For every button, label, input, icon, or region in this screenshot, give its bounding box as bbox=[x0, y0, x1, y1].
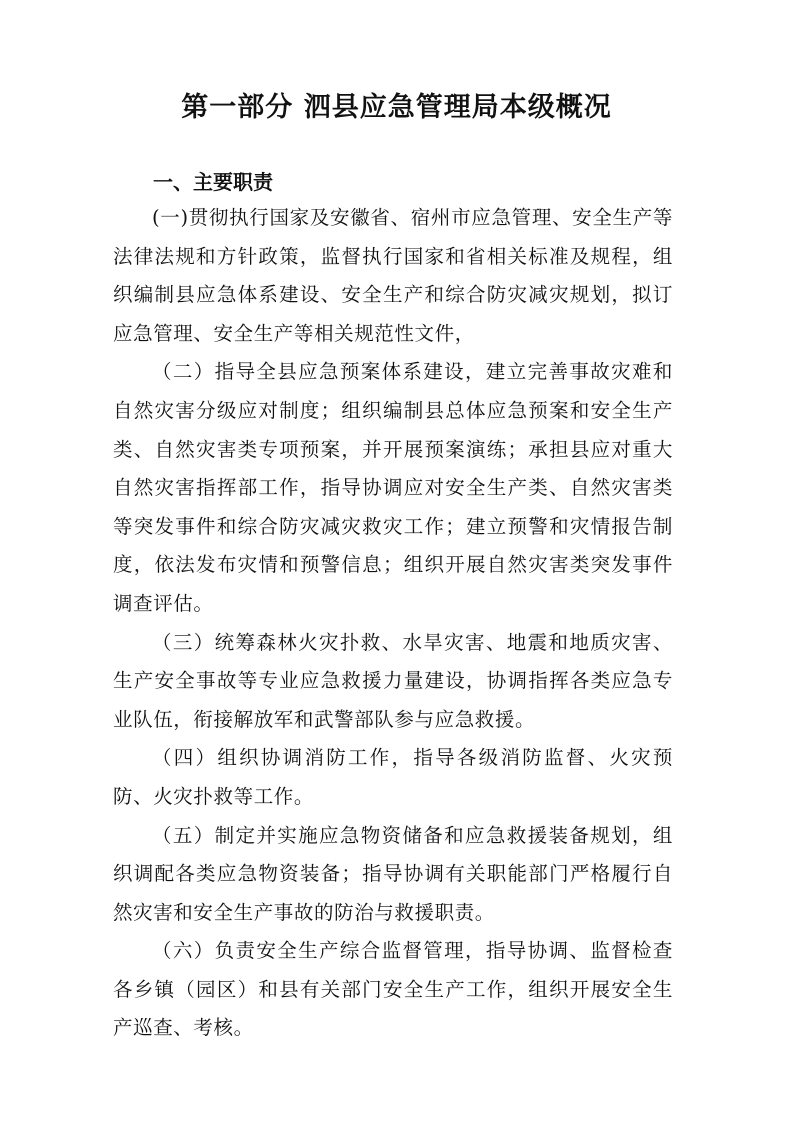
paragraph-1: (一)贯彻执行国家及安徽省、宿州市应急管理、安全生产等法律法规和方针政策，监督执行国家和省相关标准及规程，组织编制县应急体系建设、安全生产和综合防灾减灾规划，拟订应急管理、安全生产等相关规范性文件， bbox=[113, 206, 673, 345]
paragraph-3: （三）统筹森林火灾扑救、水旱灾害、地震和地质灾害、生产安全事故等专业应急救援力量建设，协调指挥各类应急专业队伍，衔接解放军和武警部队参与应急救援。 bbox=[113, 630, 673, 731]
body-text bbox=[113, 199, 673, 1048]
section-heading: 一、主要职责 bbox=[153, 170, 273, 194]
paragraph-2: （二）指导全县应急预案体系建设，建立完善事故灾难和自然灾害分级应对制度；组织编制县总体应急预案和安全生产类、自然灾害类专项预案，并开展预案演练；承担县应对重大自然灾害指挥部工作，指导协调应对安全生产类、自然灾害类等突发事件和综合防灾减灾救灾工作；建立预警和灾情报告制度，依法发布灾情和预警信息；组织开展自然灾害类突发事件调查评估。 bbox=[113, 360, 673, 615]
paragraph-5: （五）制定并实施应急物资储备和应急救援装备规划，组织调配各类应急物资装备；指导协调有关职能部门严格履行自然灾害和安全生产事故的防治与救援职责。 bbox=[113, 823, 673, 924]
paragraph-4: （四）组织协调消防工作，指导各级消防监督、火灾预防、火灾扑救等工作。 bbox=[113, 746, 673, 808]
page-title: 第一部分 泗县应急管理局本级概况 bbox=[181, 92, 612, 123]
paragraph-6: （六）负责安全生产综合监督管理，指导协调、监督检查各乡镇（园区）和县有关部门安全生产工作，组织开展安全生产巡查、考核。 bbox=[113, 939, 673, 1040]
